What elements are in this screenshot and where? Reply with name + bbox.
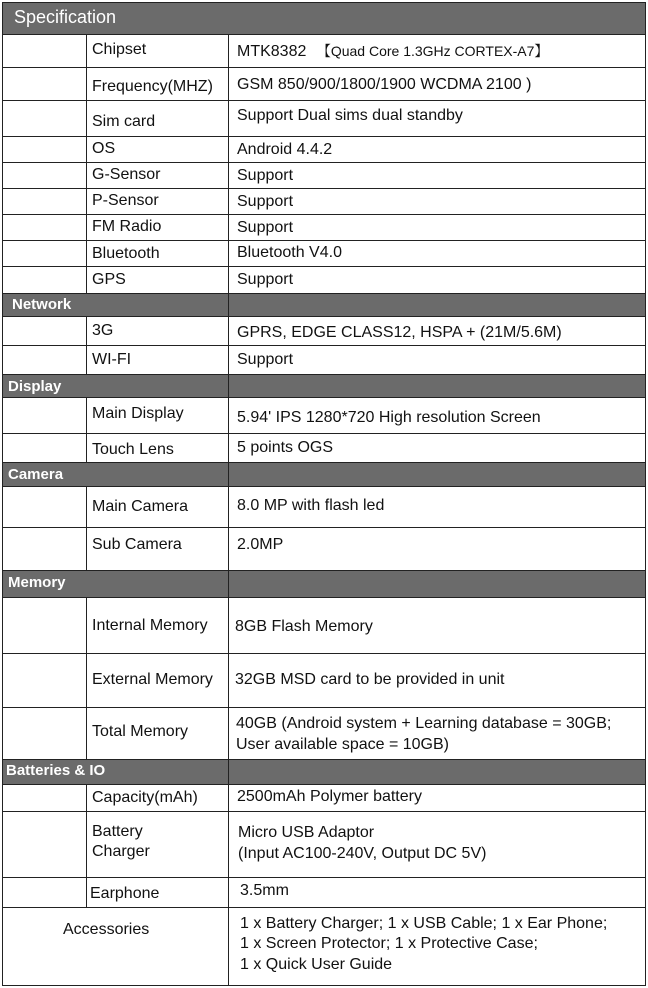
- row-label-external-memory: External Memory: [92, 671, 213, 688]
- row-label-internal-memory: Internal Memory: [92, 617, 208, 634]
- row-value-total-memory-line2: User available space = 10GB): [236, 736, 449, 753]
- section-title-network: Network: [12, 296, 72, 313]
- row-label-3g: 3G: [92, 322, 114, 339]
- row-value-battery-charger-line2: (Input AC100-240V, Output DC 5V): [238, 845, 487, 862]
- row-value-gps: Support: [237, 271, 294, 288]
- section-header-camera: [3, 462, 645, 486]
- row-label-capacity: Capacity(mAh): [92, 789, 198, 806]
- page-title: Specification: [14, 7, 117, 27]
- row-value-bluetooth: Bluetooth V4.0: [237, 244, 342, 261]
- row-value-os: Android 4.4.2: [237, 141, 333, 158]
- row-value-accessories-line3: 1 x Quick User Guide: [240, 956, 393, 973]
- row-value-earphone: 3.5mm: [240, 882, 289, 899]
- row-value-capacity: 2500mAh Polymer battery: [237, 788, 422, 805]
- row-value-external-memory: 32GB MSD card to be provided in unit: [235, 671, 505, 688]
- row-label-touch-lens: Touch Lens: [92, 441, 174, 458]
- row-value-wifi: Support: [237, 351, 294, 368]
- row-value-touch-lens: 5 points OGS: [237, 439, 334, 456]
- row-value-sub-camera: 2.0MP: [237, 536, 284, 553]
- row-label-bluetooth: Bluetooth: [92, 245, 160, 262]
- row-value-accessories-line1: 1 x Battery Charger; 1 x USB Cable; 1 x Ear Phone;: [240, 915, 608, 932]
- row-label-accessories: Accessories: [63, 921, 150, 938]
- row-label-battery-charger-line1: Battery: [92, 823, 143, 840]
- section-header-network: [3, 293, 645, 316]
- row-label-gps: GPS: [92, 271, 126, 288]
- section-title-memory: Memory: [8, 574, 66, 591]
- row-value-total-memory-line1: 40GB (Android system + Learning database = 30GB;: [236, 715, 612, 732]
- row-value-simcard: Support Dual sims dual standby: [237, 107, 463, 124]
- row-label-simcard: Sim card: [92, 113, 156, 130]
- row-label-wifi: WI-FI: [92, 351, 132, 368]
- row-value-fmradio: Support: [237, 219, 294, 236]
- row-label-total-memory: Total Memory: [92, 723, 189, 740]
- row-label-frequency: Frequency(MHZ): [92, 78, 213, 95]
- chipset-detail: 【Quad Core 1.3GHz CORTEX-A7】: [316, 43, 549, 59]
- row-label-fmradio: FM Radio: [92, 218, 162, 235]
- row-value-internal-memory: 8GB Flash Memory: [235, 618, 373, 635]
- section-title-display: Display: [8, 378, 62, 395]
- chipset-model: MTK8382: [237, 43, 307, 60]
- row-label-sub-camera: Sub Camera: [92, 536, 182, 553]
- row-label-battery-charger-line2: Charger: [92, 843, 150, 860]
- row-value-accessories-line2: 1 x Screen Protector; 1 x Protective Case;: [240, 935, 538, 952]
- row-value-gsensor: Support: [237, 167, 294, 184]
- section-header-memory: [3, 570, 645, 597]
- row-label-psensor: P-Sensor: [92, 192, 159, 209]
- row-value-3g: GPRS, EDGE CLASS12, HSPA + (21M/5.6M): [237, 324, 562, 341]
- row-label-main-camera: Main Camera: [92, 498, 189, 515]
- row-value-chipset: [237, 41, 548, 62]
- row-value-main-display: 5.94' IPS 1280*720 High resolution Screen: [237, 409, 541, 426]
- row-label-gsensor: G-Sensor: [92, 166, 161, 183]
- section-title-camera: Camera: [8, 466, 64, 483]
- row-label-earphone: Earphone: [90, 885, 160, 902]
- row-value-psensor: Support: [237, 193, 294, 210]
- row-label-chipset: Chipset: [92, 41, 147, 58]
- row-label-main-display: Main Display: [92, 405, 184, 422]
- row-value-battery-charger-line1: Micro USB Adaptor: [238, 824, 375, 841]
- row-value-main-camera: 8.0 MP with flash led: [237, 497, 385, 514]
- section-header-display: [3, 374, 645, 397]
- row-value-frequency: GSM 850/900/1800/1900 WCDMA 2100 ): [237, 76, 532, 93]
- row-label-os: OS: [92, 140, 116, 157]
- section-title-batteries: Batteries & IO: [6, 762, 106, 779]
